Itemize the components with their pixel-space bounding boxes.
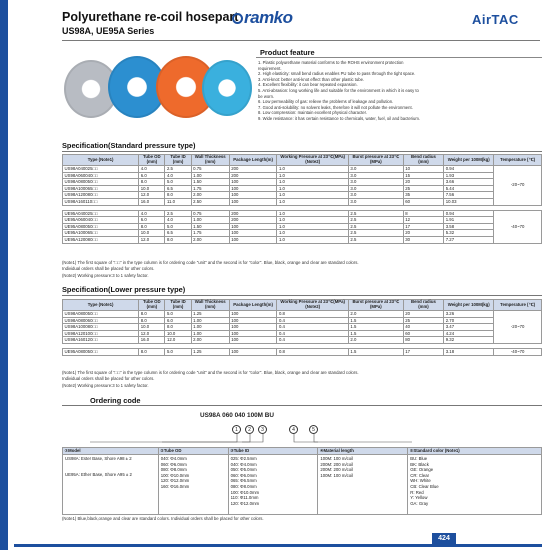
table-cell: 2.50: [191, 198, 229, 205]
table-cell: 7.27: [444, 236, 494, 243]
column-header: Burst pressure at 23℃(MPa): [348, 155, 403, 166]
option-item: 100: Φ10.0mm: [160, 472, 190, 478]
option-item: 050: Φ5.0mm: [230, 467, 257, 473]
table-cell: 100: [229, 337, 277, 344]
option-item: 040: Φ4.0mm: [230, 461, 257, 467]
option-item: R: Red: [410, 489, 424, 495]
table-cell: 2.5: [348, 223, 403, 230]
table-cell: 17: [403, 223, 444, 230]
column-header: Weight per 100M(kg): [444, 300, 494, 311]
table-cell: US98A160110□□: [63, 198, 139, 205]
column-header: Tube OD (mm): [139, 155, 165, 166]
table-cell: 11.0: [165, 198, 191, 205]
ordering-column-header: ③Tube ID: [228, 448, 318, 455]
table-cell: 100: [229, 179, 277, 186]
table-cell: 1.5: [348, 348, 403, 355]
spec-low-heading: Specification(Lower pressure type): [62, 285, 186, 294]
option-item: 065: Φ6.5mm: [230, 478, 257, 484]
ordering-column-header: ②Tube OD: [158, 448, 228, 455]
table-cell: 100: [229, 236, 277, 243]
table-cell: 100: [229, 185, 277, 192]
table-row: [63, 192, 542, 199]
table-cell: 12.0: [139, 330, 165, 337]
temperature-cell: -20~70: [494, 311, 542, 344]
option-item: 160: Φ16.0mm: [160, 483, 190, 489]
column-header: Package Length(m): [229, 300, 277, 311]
table-cell: 0.8: [277, 311, 348, 318]
option-item: 060: Φ6.0mm: [230, 472, 257, 478]
column-header: Working Pressure at 23℃(MPa)(Note2): [277, 155, 348, 166]
option-item: 100M: 100 m/coil: [320, 456, 354, 461]
order-step-circle: 1: [232, 425, 241, 434]
table-cell: 16.0: [139, 337, 165, 344]
table-cell: 20: [403, 179, 444, 186]
table-cell: 1.0: [277, 166, 348, 173]
option-item: BU: Blue: [410, 456, 428, 461]
ordering-leader-lines: [62, 434, 542, 448]
table-cell: 100: [229, 324, 277, 331]
option-item: US98A: Ester Base, Shore A98 ± 2: [65, 456, 132, 461]
table-cell: 8.0: [139, 348, 165, 355]
table-cell: 1.0: [277, 230, 348, 237]
feature-item: 3. Anti-knot: better anti-knot effect than other plastic tube.: [258, 76, 365, 82]
ordering-header-row: [63, 448, 542, 455]
table-cell: US98A100080□□: [63, 324, 139, 331]
feature-item: 7. Good anti-solubility: no solvent leaks, therefore it will not pollute the environment.: [258, 104, 413, 110]
table-cell: 4.0: [139, 166, 165, 173]
table-cell: 100: [229, 311, 277, 318]
spec-standard-notes: [62, 260, 542, 279]
table-cell: 1.0: [277, 210, 348, 217]
table-cell: 2.0: [348, 311, 403, 318]
spec-low-notes: [62, 370, 542, 389]
table-row: [63, 330, 542, 337]
table-cell: 8.0: [139, 179, 165, 186]
table-cell: 100: [229, 330, 277, 337]
table-cell: US98A080060□□: [63, 317, 139, 324]
table-cell: UE95A040025□□: [63, 210, 139, 217]
table-cell: 25: [403, 185, 444, 192]
table-cell: 10.0: [139, 185, 165, 192]
feature-item: requirement.: [258, 65, 282, 71]
option-item: GA: Gray: [410, 500, 429, 506]
column-header: Temperature (℃): [494, 300, 542, 311]
spec-standard-rule: [62, 151, 542, 152]
table-cell: 0.94: [444, 166, 494, 173]
option-item: 080: Φ8.0mm: [230, 483, 257, 489]
option-item: UE95A: Ether Base, Shore A95 ± 2: [65, 471, 132, 477]
temperature-cell: -40~70: [494, 210, 542, 243]
option-item: 025: Φ2.5mm: [230, 456, 257, 461]
table-row: [63, 217, 542, 224]
ordering-column-header: ④Material length: [318, 448, 408, 455]
table-cell: 3.0: [348, 185, 403, 192]
table-cell: 10.03: [444, 198, 494, 205]
table-cell: 1.0: [277, 236, 348, 243]
table-cell: 1.91: [444, 217, 494, 224]
table-row: [63, 337, 542, 344]
spec-low-table: [62, 299, 542, 356]
table-cell: 1.50: [191, 223, 229, 230]
table-cell: 10.0: [165, 330, 191, 337]
table-cell: 5.0: [165, 223, 191, 230]
order-step-circle: 2: [245, 425, 254, 434]
table-cell: 200: [229, 217, 277, 224]
table-cell: 60: [403, 330, 444, 337]
option-item: 120: Φ12.0mm: [160, 478, 190, 484]
table-cell: 6.0: [165, 317, 191, 324]
ordering-rule: [62, 405, 542, 406]
table-cell: 3.26: [444, 311, 494, 318]
page-header: [0, 0, 550, 46]
table-cell: 2.70: [444, 317, 494, 324]
table-cell: 2.5: [348, 217, 403, 224]
table-cell: 1.0: [277, 192, 348, 199]
table-row: [63, 210, 542, 217]
table-cell: UE95A080050□□: [63, 223, 139, 230]
table-cell: 0.75: [191, 166, 229, 173]
table-cell: US98A120100□□: [63, 330, 139, 337]
table-cell: US98A160120□□: [63, 337, 139, 344]
table-cell: 4.0: [165, 217, 191, 224]
order-step-circle: 3: [258, 425, 267, 434]
column-header: Temperature (℃): [494, 155, 542, 166]
table-cell: 10: [403, 166, 444, 173]
table-row: [63, 230, 542, 237]
lightblue-coil-icon: [202, 60, 252, 116]
color-options: [408, 455, 542, 515]
table-cell: 1.00: [191, 317, 229, 324]
table-cell: 200: [229, 172, 277, 179]
column-header: Type (Note1): [63, 155, 139, 166]
table-cell: 8.0: [165, 236, 191, 243]
option-item: GE: Orange: [410, 467, 434, 473]
table-cell: 3.0: [348, 179, 403, 186]
table-cell: 2.00: [191, 236, 229, 243]
table-cell: 12: [403, 217, 444, 224]
feature-heading-box: [256, 46, 542, 58]
table-cell: 20: [403, 311, 444, 318]
table-header-row: [63, 155, 542, 166]
table-cell: 80: [403, 337, 444, 344]
table-cell: 2.0: [348, 337, 403, 344]
option-item: 110: Φ11.0mm: [230, 495, 259, 501]
table-cell: 5.44: [444, 185, 494, 192]
side-color-bar: [0, 0, 8, 550]
page-title: Polyurethane re-coil hosepart: [62, 10, 239, 24]
table-cell: 1.75: [191, 230, 229, 237]
table-cell: 0.94: [444, 210, 494, 217]
table-cell: 1.0: [277, 223, 348, 230]
table-cell: 0.4: [277, 330, 348, 337]
column-header: Bend radius (mm): [403, 155, 444, 166]
table-cell: 4.0: [165, 172, 191, 179]
feature-item: 1. Plastic polyurethane material conforms to the ROHS environment protection: [258, 60, 404, 65]
feature-item: 6. Low permeability of gas: relieve the problems of leakage and pollution.: [258, 99, 394, 105]
feature-item: 8. Low compression: maintain excellent physical character.: [258, 110, 367, 116]
length-options: [318, 455, 408, 515]
ordering-heading: Ordering code: [90, 396, 141, 405]
table-cell: 0.4: [277, 337, 348, 344]
column-header: Tube OD (mm): [139, 300, 165, 311]
table-cell: 9.32: [444, 337, 494, 344]
table-cell: 30: [403, 236, 444, 243]
table-cell: 12.0: [139, 236, 165, 243]
table-cell: 3.58: [444, 223, 494, 230]
table-cell: 6.5: [165, 230, 191, 237]
product-photo: [62, 46, 252, 130]
table-cell: 2.5: [165, 166, 191, 173]
table-cell: 0.75: [191, 210, 229, 217]
ramko-logo: ramko: [232, 8, 293, 28]
table-cell: UE95A120080□□: [63, 236, 139, 243]
option-item: 200M: 200 m/coil: [320, 467, 354, 473]
table-cell: 2.5: [165, 210, 191, 217]
note-line: (Note2) Working pressure:3 to 1 safety factor.: [62, 272, 149, 278]
column-header: Tube ID (mm): [165, 155, 191, 166]
table-cell: 100: [229, 223, 277, 230]
table-cell: 1.0: [277, 185, 348, 192]
table-cell: 100: [229, 348, 277, 355]
table-cell: 0.4: [277, 317, 348, 324]
table-row: [63, 185, 542, 192]
feature-list: [258, 60, 542, 122]
table-cell: 3.66: [444, 179, 494, 186]
column-header: Burst pressure at 23℃(MPa): [348, 300, 403, 311]
table-cell: 10.0: [139, 324, 165, 331]
column-header: Type (Note1): [63, 300, 139, 311]
table-cell: 1.25: [191, 311, 229, 318]
table-cell: 0.4: [277, 324, 348, 331]
table-cell: 1.5: [348, 317, 403, 324]
table-cell: 5.0: [165, 179, 191, 186]
table-cell: 1.00: [191, 217, 229, 224]
table-cell: 1.0: [277, 179, 348, 186]
column-header: Bend radius (mm): [403, 300, 444, 311]
feature-heading: Product feature: [260, 48, 315, 57]
table-cell: 8.0: [139, 317, 165, 324]
table-cell: 0.8: [277, 348, 348, 355]
table-cell: 200: [229, 166, 277, 173]
table-row: [63, 317, 542, 324]
feature-item: 2. High elasticity: small bend radius enables PU tube to pass through the tight space.: [258, 71, 416, 77]
feature-item: 4. Excellent flexibility: it can bear repeated expansion.: [258, 82, 358, 88]
table-cell: 2.5: [348, 210, 403, 217]
table-cell: US98A080050□□: [63, 311, 139, 318]
option-item: BK: Black: [410, 461, 429, 467]
table-cell: 6.0: [139, 217, 165, 224]
table-cell: 12.0: [165, 337, 191, 344]
table-cell: 100: [229, 192, 277, 199]
table-cell: 35: [403, 192, 444, 199]
note-line: Individual orders shall be placed for other colors.: [62, 376, 155, 382]
table-cell: 7.56: [444, 192, 494, 199]
spec-low-rule: [62, 295, 542, 296]
order-step-circle: 4: [289, 425, 298, 434]
temperature-cell: -20~70: [494, 166, 542, 206]
table-cell: UE95A060040□□: [63, 217, 139, 224]
table-cell: 1.00: [191, 330, 229, 337]
table-row: [63, 236, 542, 243]
table-cell: UE95A100065□□: [63, 230, 139, 237]
table-cell: 1.0: [277, 172, 348, 179]
option-item: 040: Φ4.0mm: [160, 456, 187, 461]
table-cell: 12.0: [139, 192, 165, 199]
feature-item: be worn.: [258, 93, 275, 99]
table-cell: 2.00: [191, 337, 229, 344]
table-cell: 4.0: [139, 210, 165, 217]
table-header-row: [63, 300, 542, 311]
option-item: WH: White: [410, 478, 431, 484]
spec-standard-table: [62, 154, 542, 244]
ramko-logo-icon: [232, 13, 243, 24]
note-line: (Note1) The first square of "□□" in the type column is for ordering code "unit" and the second is for "color". Blue, black, orange and clear are standard colors.: [62, 370, 359, 375]
table-row: [63, 223, 542, 230]
table-cell: 3.0: [348, 166, 403, 173]
order-step-circle: 5: [309, 425, 318, 434]
table-cell: 2.5: [348, 236, 403, 243]
table-cell: 3.0: [348, 172, 403, 179]
feature-item: 5. Anti-abrasion: long working life and suitable for the environment in which it is easy to: [258, 87, 419, 93]
ordering-column-header: ⑤Standard color (Note1): [408, 448, 542, 455]
table-cell: 5.0: [165, 311, 191, 318]
option-item: 100: Φ10.0mm: [230, 489, 260, 495]
table-cell: 100: [229, 317, 277, 324]
column-header: Tube ID (mm): [165, 300, 191, 311]
table-cell: 5.0: [165, 348, 191, 355]
table-cell: 40: [403, 324, 444, 331]
spec-standard-heading: Specification(Standard pressure type): [62, 141, 196, 150]
table-cell: 1.00: [191, 172, 229, 179]
table-cell: 16.0: [139, 198, 165, 205]
table-cell: 8.0: [165, 192, 191, 199]
table-cell: 1.00: [191, 324, 229, 331]
table-cell: 1.5: [348, 324, 403, 331]
ordering-table: [62, 447, 542, 515]
table-cell: 3.18: [444, 348, 494, 355]
table-cell: 60: [403, 198, 444, 205]
table-cell: 1.5: [348, 330, 403, 337]
table-cell: 1.0: [277, 198, 348, 205]
option-item: 200M: 200 m/coil: [320, 461, 354, 467]
table-row: [63, 311, 542, 318]
table-cell: US98A060040□□: [63, 172, 139, 179]
option-item: CR: Clear: [410, 472, 430, 478]
table-cell: 4.24: [444, 330, 494, 337]
table-cell: US98A080050□□: [63, 179, 139, 186]
column-header: Package Length(m): [229, 155, 277, 166]
table-cell: 10.0: [139, 230, 165, 237]
table-cell: US98A040025□□: [63, 166, 139, 173]
header-divider: [62, 40, 540, 41]
table-cell: 8.0: [139, 223, 165, 230]
option-item: 080: Φ8.0mm: [160, 467, 187, 473]
note-line: (Note2) Working pressure:3 to 1 safety factor.: [62, 382, 149, 388]
table-cell: UE95A080050□□: [63, 348, 139, 355]
table-cell: 8: [403, 210, 444, 217]
tube-id-options: [228, 455, 318, 515]
table-cell: US98A100065□□: [63, 185, 139, 192]
table-cell: 3.0: [348, 192, 403, 199]
table-cell: 25: [403, 317, 444, 324]
table-cell: 1.93: [444, 172, 494, 179]
table-row: [63, 166, 542, 173]
table-cell: 15: [403, 172, 444, 179]
ordering-column-header: ①Model: [63, 448, 159, 455]
column-header: Weight per 100M(kg): [444, 155, 494, 166]
table-row: [63, 324, 542, 331]
column-header: Wall Thickness (mm): [191, 155, 229, 166]
table-cell: 2.5: [348, 230, 403, 237]
table-cell: 6.0: [139, 172, 165, 179]
model-options: [63, 455, 159, 515]
table-cell: 100: [229, 198, 277, 205]
column-header: Wall Thickness (mm): [191, 300, 229, 311]
table-cell: 6.5: [165, 185, 191, 192]
series-subtitle: US98A, UE95A Series: [62, 26, 155, 36]
table-cell: 1.75: [191, 185, 229, 192]
table-cell: 17: [403, 348, 444, 355]
table-cell: 100: [229, 230, 277, 237]
ordering-note: (Note1) Blue,black,orange and clear are standard colors. Individual orders shall be placed for other colors.: [62, 516, 264, 521]
note-line: (Note1) The first square of "□□" in the type column is for ordering code "unit" and the second is for "color". Blue, black, orange and clear are standard colors.: [62, 260, 359, 265]
table-cell: 200: [229, 210, 277, 217]
option-item: 120: Φ12.0mm: [230, 500, 260, 506]
table-cell: 1.50: [191, 179, 229, 186]
footer-bar: [14, 544, 542, 547]
table-cell: 1.0: [277, 217, 348, 224]
ordering-code-example: US98A 060 040 100M BU: [200, 412, 275, 419]
temperature-cell: -40~70: [494, 348, 542, 355]
table-cell: 3.47: [444, 324, 494, 331]
option-item: Y: Yellow: [410, 495, 428, 501]
table-cell: 3.0: [348, 198, 403, 205]
option-item: CB: Clear Blue: [410, 483, 439, 489]
table-cell: 2.00: [191, 192, 229, 199]
feature-item: 9. Wide resistance: it has certain resistance to chemicals, water, fuel, oil and bacterium.: [258, 115, 420, 121]
table-cell: 8.0: [139, 311, 165, 318]
table-cell: 8.0: [165, 324, 191, 331]
page-number: 424: [432, 533, 456, 545]
airtac-logo: AirTAC: [472, 12, 519, 27]
column-header: Working Pressure at 23℃(MPa)(Note2): [277, 300, 348, 311]
table-cell: 5.32: [444, 230, 494, 237]
option-item: 060: Φ6.0mm: [160, 461, 187, 467]
table-cell: 20: [403, 230, 444, 237]
option-item: 100M: 100 m/coil: [320, 472, 354, 478]
table-row: [63, 198, 542, 205]
table-row: [63, 179, 542, 186]
table-cell: US98A120080□□: [63, 192, 139, 199]
table-cell: 1.25: [191, 348, 229, 355]
ordering-body-row: [63, 455, 542, 515]
tube-od-options: [158, 455, 228, 515]
table-row: [63, 172, 542, 179]
note-line: Individual orders shall be placed for other colors.: [62, 266, 155, 272]
table-row: [63, 348, 542, 355]
